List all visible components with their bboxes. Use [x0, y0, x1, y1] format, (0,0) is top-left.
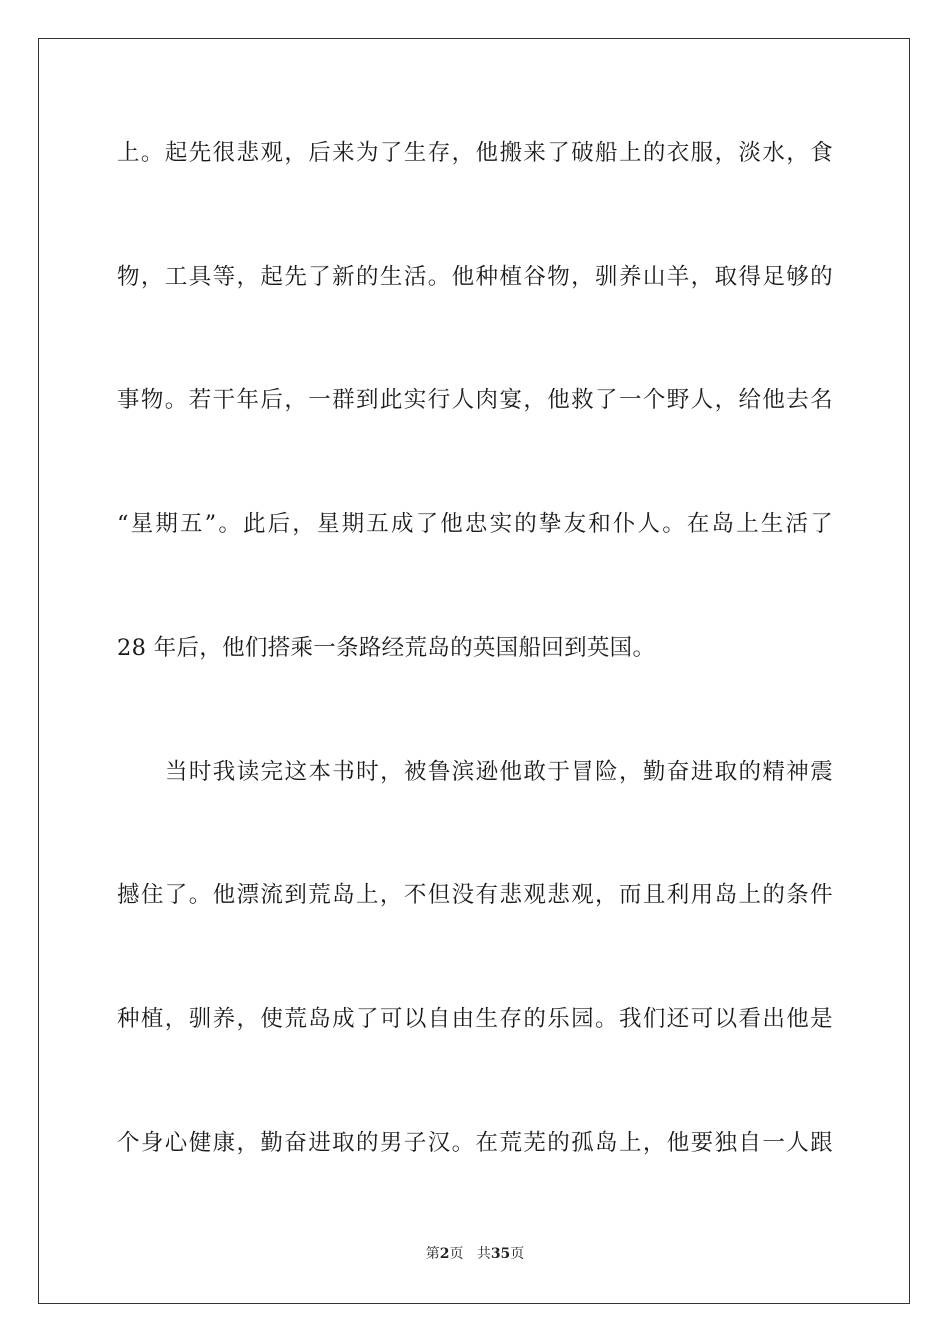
- text-line-3: 事物。若干年后，一群到此实行人肉宴，他救了一个野人，给他去名: [117, 387, 833, 413]
- total-pages: 35: [490, 1246, 511, 1262]
- text-line-4: “星期五”。此后，星期五成了他忠实的挚友和仆人。在岛上生活了: [117, 511, 833, 537]
- total-suffix: 页: [510, 1246, 525, 1262]
- page-prefix: 第: [425, 1246, 440, 1262]
- text-line-9: 个身心健康，勤奋进取的男子汉。在荒芜的孤岛上，他要独自一人跟: [117, 1130, 833, 1156]
- text-line-2: 物，工具等，起先了新的生活。他种植谷物，驯养山羊，取得足够的: [117, 264, 833, 290]
- text-line-7: 撼住了。他漂流到荒岛上，不但没有悲观悲观，而且利用岛上的条件: [117, 882, 833, 908]
- text-line-8: 种植，驯养，使荒岛成了可以自由生存的乐园。我们还可以看出他是: [117, 1006, 833, 1032]
- text-line-5: 28 年后，他们搭乘一条路经荒岛的英国船回到英国。: [117, 635, 656, 661]
- page-footer: [0, 1244, 950, 1264]
- text-line-6: 当时我读完这本书时，被鲁滨逊他敢于冒险，勤奋进取的精神震: [165, 759, 833, 785]
- page-suffix: 页: [449, 1246, 464, 1262]
- total-prefix: 共: [476, 1246, 491, 1262]
- text-line-1: 上。起先很悲观，后来为了生存，他搬来了破船上的衣服，淡水，食: [117, 140, 833, 166]
- page-border: [38, 38, 910, 1304]
- page-number: 2: [439, 1246, 450, 1262]
